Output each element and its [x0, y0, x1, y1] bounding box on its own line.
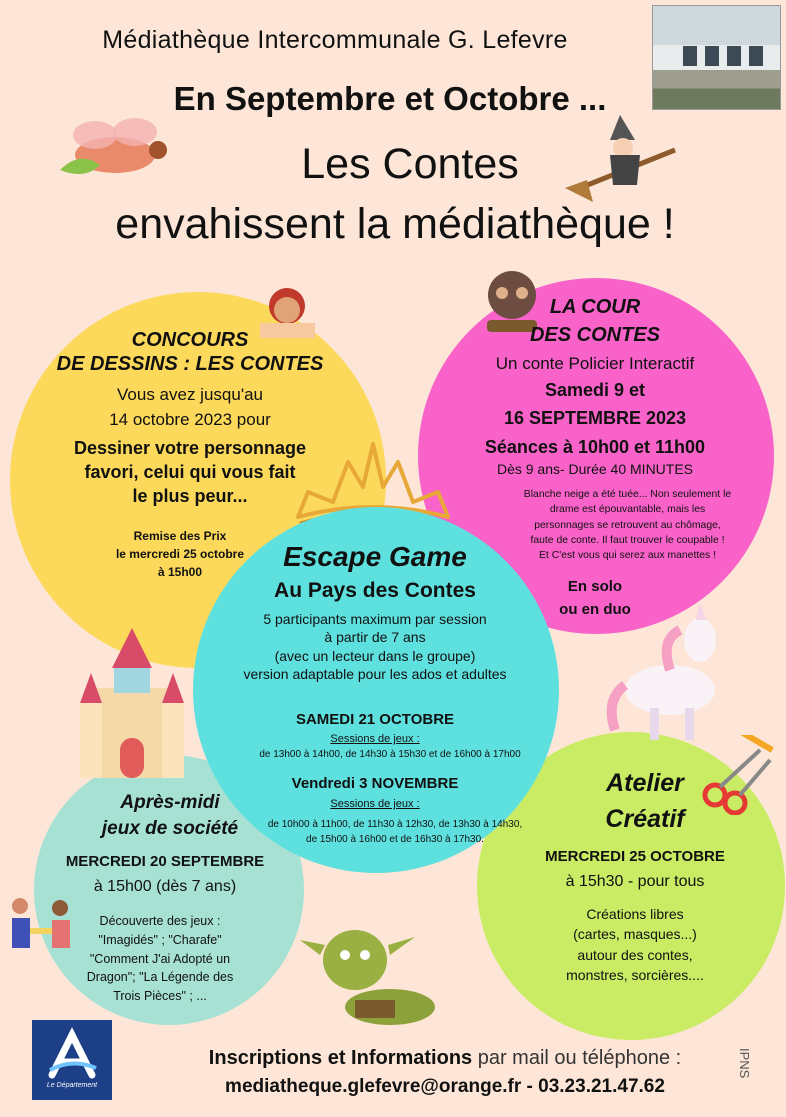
- court-date-line-2: 16 SEPTEMBRE 2023: [503, 408, 687, 428]
- contest-instruction-line: Dessiner votre personnage: [73, 438, 307, 458]
- court-subtitle: Un conte Policier Interactif: [495, 354, 695, 373]
- contest-title-line-1: CONCOURS: [131, 329, 249, 351]
- escape-game-subtitle: Au Pays des Contes: [274, 579, 476, 602]
- logo-text: Le Département: [46, 1082, 98, 1089]
- contact-info[interactable]: mediatheque.glefevre@orange.fr - 03.23.21.47.62: [225, 1076, 665, 1097]
- craft-title: [570, 766, 720, 837]
- games-desc-line: "Comment J'ai Adopté un: [89, 951, 231, 966]
- craft-desc-line: autour des contes,: [577, 946, 693, 963]
- headline-line-1: Les Contes: [301, 140, 519, 188]
- info-rest: par mail ou téléphone :: [472, 1047, 682, 1069]
- court-desc-line: Blanche neige a été tuée... Non seulement le: [523, 489, 732, 500]
- games-desc-line: Trois Pièces" ; ...: [113, 989, 207, 1003]
- games-date: MERCREDI 20 SEPTEMBRE: [65, 853, 265, 870]
- info-bold: Inscriptions et Informations: [208, 1047, 473, 1069]
- fairy-illustration: [40, 110, 190, 195]
- departement-logo: [32, 1020, 112, 1100]
- games-title-line-2: jeux de société: [101, 817, 239, 839]
- craft-title-line-2: Créatif: [605, 804, 685, 833]
- court-desc-line: personnages se retrouvent au chômage,: [534, 519, 721, 531]
- witch-illustration: [565, 110, 685, 210]
- escape-sessions-1-heading: Sessions de jeux :: [330, 733, 420, 745]
- escape-detail-line: à partir de 7 ans: [324, 629, 426, 646]
- games-description: [70, 912, 250, 1006]
- prize-line: à 15h00: [157, 565, 203, 579]
- unicorn-illustration: [600, 600, 730, 745]
- court-title: [470, 294, 720, 349]
- footer-info-line: [150, 1047, 740, 1070]
- games-desc-line: Découverte des jeux :: [99, 914, 221, 928]
- contest-deadline-line-2: 14 octobre 2023 pour: [109, 410, 271, 429]
- games-title-line-1: Après-midi: [120, 792, 220, 813]
- castle-illustration: [72, 628, 192, 778]
- escape-date-1: SAMEDI 21 OCTOBRE: [295, 711, 455, 728]
- library-name: Médiathèque Intercommunale G. Lefevre: [102, 26, 568, 54]
- escape-detail-line: version adaptable pour les ados et adultes: [243, 666, 507, 683]
- games-desc-line: Dragon"; "La Légende des: [86, 970, 234, 985]
- craft-desc-line: Créations libres: [586, 906, 684, 922]
- court-title-line-1: LA COUR: [549, 296, 641, 318]
- court-solo-duo: [530, 576, 660, 621]
- court-date-line-1: Samedi 9 et: [544, 380, 646, 400]
- court-description: [500, 487, 755, 563]
- court-sessions: Séances à 10h00 et 11h00: [484, 437, 706, 457]
- escape-sessions-1: de 13h00 à 14h00, de 14h30 à 15h30 et de 16h00 à 17h00: [259, 749, 521, 760]
- ipns-label: IPNS: [737, 1048, 752, 1079]
- games-title: [55, 790, 285, 842]
- escape-session-line: de 10h00 à 11h00, de 11h30 à 12h30, de 13h30 à 14h30,: [267, 819, 523, 830]
- court-desc-line: faute de conte. Il faut trouver le coupable !: [530, 534, 725, 546]
- craft-desc-line: monstres, sorcières....: [566, 967, 704, 984]
- escape-game-title: Escape Game: [283, 541, 467, 572]
- contest-deadline-line-1: Vous avez jusqu'au: [117, 385, 263, 404]
- solo-line: En solo: [567, 578, 623, 595]
- craft-description: [520, 904, 750, 986]
- escape-detail-line: (avec un lecteur dans le groupe): [274, 647, 476, 664]
- court-age-duration: Dès 9 ans- Durée 40 MINUTES: [496, 461, 694, 477]
- games-desc-line: "Imagidés" ; "Charafe": [98, 932, 222, 947]
- contest-instruction-line: le plus peur...: [132, 485, 248, 506]
- prize-line: le mercredi 25 octobre: [115, 547, 245, 561]
- craft-desc-line: (cartes, masques...): [573, 926, 697, 943]
- craft-title-line-1: Atelier: [606, 769, 684, 797]
- library-building-photo: [652, 5, 781, 110]
- escape-session-line: de 15h00 à 16h00 et de 16h30 à 17h30.: [306, 834, 484, 845]
- season-heading: En Septembre et Octobre ...: [173, 80, 607, 117]
- contest-title: [40, 328, 340, 376]
- games-time: à 15h00 (dès 7 ans): [93, 878, 237, 895]
- court-desc-line: Et C'est vous qui serez aux manettes !: [539, 550, 716, 562]
- escape-sessions-2-heading: Sessions de jeux :: [330, 798, 420, 810]
- troll-illustration: [300, 915, 440, 1030]
- solo-line: ou en duo: [559, 600, 631, 618]
- contest-instruction-line: favori, celui qui vous fait: [84, 461, 296, 482]
- contest-instructions: [30, 437, 350, 509]
- escape-game-details: [220, 610, 530, 684]
- escape-date-2: Vendredi 3 NOVEMBRE: [291, 775, 459, 792]
- escape-detail-line: 5 participants maximum par session: [263, 611, 487, 627]
- contest-title-line-2: DE DESSINS : LES CONTES: [56, 353, 324, 375]
- prize-line: Remise des Prix: [133, 529, 227, 543]
- craft-time: à 15h30 - pour tous: [565, 873, 705, 890]
- court-desc-line: drame est épouvantable, mais les: [549, 504, 706, 516]
- craft-date: MERCREDI 25 OCTOBRE: [545, 848, 725, 865]
- court-title-line-2: DES CONTES: [529, 323, 661, 346]
- headline-line-2: envahissent la médiathèque !: [115, 200, 675, 248]
